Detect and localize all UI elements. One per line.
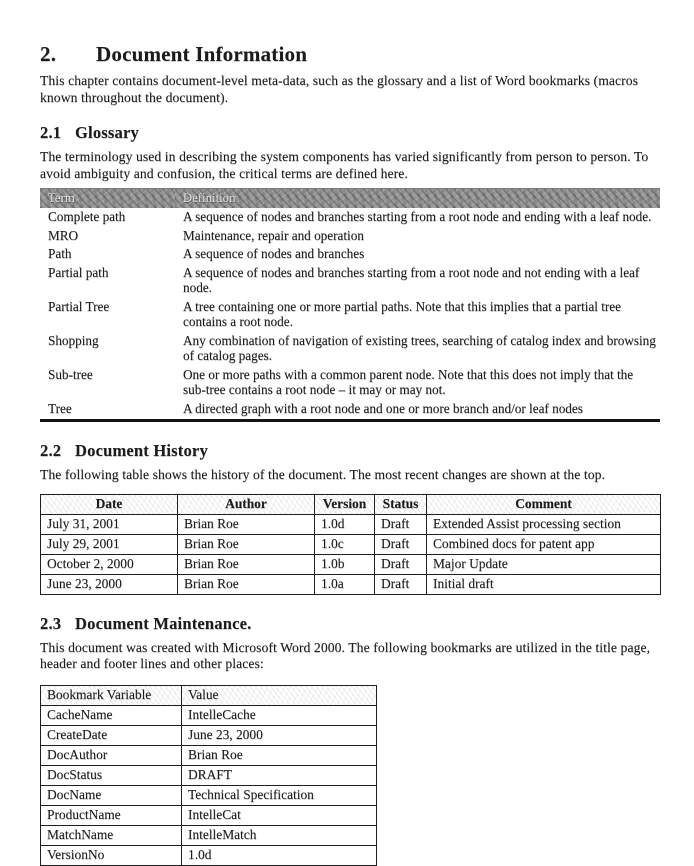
bookmark-variable: CacheName [41, 705, 182, 725]
bookmark-value: IntelleCache [182, 705, 377, 725]
history-comment: Initial draft [427, 574, 661, 594]
bookmark-variable: DocStatus [41, 765, 182, 785]
table-row [40, 399, 660, 421]
table-row [40, 245, 660, 264]
table-row [40, 226, 660, 245]
bookmark-variable: MatchName [41, 825, 182, 845]
glossary-header-row [40, 189, 660, 208]
glossary-table [40, 188, 660, 422]
section-title: Glossary [75, 123, 139, 142]
history-paragraph: The following table shows the history of the document. The most recent changes are shown at the top. [40, 467, 606, 482]
glossary-term: Sub-tree [48, 366, 93, 382]
glossary-definition: A sequence of nodes and branches starting from a root node and ending with a leaf node. [183, 209, 652, 224]
bookmark-value: IntelleMatch [182, 825, 377, 845]
section-number: 2.1 [40, 123, 62, 142]
history-author: Brian Roe [178, 554, 315, 574]
glossary-paragraph: The terminology used in describing the system components has varied significantly from person to person. To avoid ambiguity and confusion, the critical terms are defined here. [40, 149, 649, 181]
table-row [41, 514, 661, 534]
glossary-term: Path [48, 246, 72, 261]
history-header-author: Author [178, 494, 315, 514]
table-row [41, 745, 377, 765]
section-number: 2.3 [40, 613, 62, 633]
table-row [41, 534, 661, 554]
history-table [40, 494, 661, 595]
bookmark-variable: DocAuthor [41, 745, 182, 765]
history-comment: Combined docs for patent app [427, 534, 661, 554]
glossary-definition: A tree containing one or more partial paths. Note that this implies that a partial tree contains a root node. [183, 298, 621, 329]
table-row [41, 725, 377, 745]
glossary-header-definition: Definition [175, 189, 660, 208]
bookmark-value: Brian Roe [182, 745, 377, 765]
table-row [40, 331, 660, 365]
history-version: 1.0b [315, 554, 375, 574]
history-header-comment: Comment [427, 494, 661, 514]
bookmark-value: 1.0d [182, 845, 377, 865]
section-number: 2.2 [40, 441, 62, 460]
history-date: October 2, 2000 [41, 554, 178, 574]
history-status: Draft [375, 534, 427, 554]
history-date: July 29, 2001 [41, 534, 178, 554]
glossary-definition: A directed graph with a root node and one or more branch and/or leaf nodes [183, 400, 583, 416]
history-header-row [41, 494, 661, 514]
bookmark-value: Technical Specification [182, 785, 377, 805]
table-row [41, 574, 661, 594]
glossary-definition: Any combination of navigation of existing trees, searching of catalog index and browsing of catalog pages. [183, 332, 656, 363]
table-row [41, 805, 377, 825]
glossary-definition: A sequence of nodes and branches starting from a root node and not ending with a leaf node. [183, 264, 640, 295]
bookmark-variable: ProductName [41, 805, 182, 825]
section-heading-document-history [40, 441, 658, 461]
table-row [41, 554, 661, 574]
history-date: June 23, 2000 [41, 574, 178, 594]
bookmarks-header-value: Value [182, 685, 377, 705]
history-header-date: Date [41, 494, 178, 514]
glossary-definition: Maintenance, repair and operation [183, 227, 364, 243]
section-title: Document Maintenance. [75, 613, 252, 633]
section-number: 2. [40, 42, 57, 66]
bookmark-value: IntelleCat [182, 805, 377, 825]
section-heading-document-information [40, 42, 658, 67]
section-heading-document-maintenance [40, 614, 658, 634]
bookmarks-header-row [41, 685, 377, 705]
history-status: Draft [375, 554, 427, 574]
table-row [40, 297, 660, 331]
glossary-term: Tree [48, 400, 72, 416]
maintenance-paragraph: This document was created with Microsoft Word 2000. The following bookmarks are utilized in the title page, header and footer lines and other places: [40, 639, 651, 671]
history-author: Brian Roe [178, 514, 315, 534]
table-row [40, 263, 660, 297]
glossary-term: Partial Tree [48, 298, 110, 314]
history-author: Brian Roe [178, 534, 315, 554]
table-row [41, 785, 377, 805]
section-title: Document Information [96, 42, 308, 66]
table-row [40, 365, 660, 399]
section-intro-paragraph: This chapter contains document-level meta-data, such as the glossary and a list of Word bookmarks (macros known throughout the document). [40, 73, 639, 105]
history-comment: Extended Assist processing section [427, 514, 661, 534]
glossary-term: Complete path [48, 209, 126, 224]
bookmark-variable: DocName [41, 785, 182, 805]
section-title: Document History [75, 441, 208, 460]
history-comment: Major Update [427, 554, 661, 574]
history-version: 1.0c [315, 534, 375, 554]
history-version: 1.0d [315, 514, 375, 534]
table-row [41, 765, 377, 785]
glossary-term: Partial path [48, 264, 109, 280]
glossary-term: MRO [48, 227, 79, 243]
bookmark-value: DRAFT [182, 765, 377, 785]
glossary-definition: One or more paths with a common parent node. Note that this does not imply that the sub-tree contains a root node – it may or may not. [183, 366, 634, 397]
history-author: Brian Roe [178, 574, 315, 594]
bookmark-variable: VersionNo [41, 845, 182, 865]
glossary-definition: A sequence of nodes and branches [183, 246, 365, 261]
glossary-header-term: Term [40, 189, 175, 208]
bookmarks-table [40, 685, 377, 866]
history-header-version: Version [315, 494, 375, 514]
history-status: Draft [375, 574, 427, 594]
table-row [41, 825, 377, 845]
history-header-status: Status [375, 494, 427, 514]
glossary-term: Shopping [48, 332, 99, 348]
table-row [41, 845, 377, 865]
bookmark-value: June 23, 2000 [182, 725, 377, 745]
section-heading-glossary [40, 123, 658, 143]
bookmarks-header-variable: Bookmark Variable [41, 685, 182, 705]
table-row [41, 705, 377, 725]
history-version: 1.0a [315, 574, 375, 594]
history-status: Draft [375, 514, 427, 534]
history-date: July 31, 2001 [41, 514, 178, 534]
bookmark-variable: CreateDate [41, 725, 182, 745]
table-row [40, 208, 660, 227]
